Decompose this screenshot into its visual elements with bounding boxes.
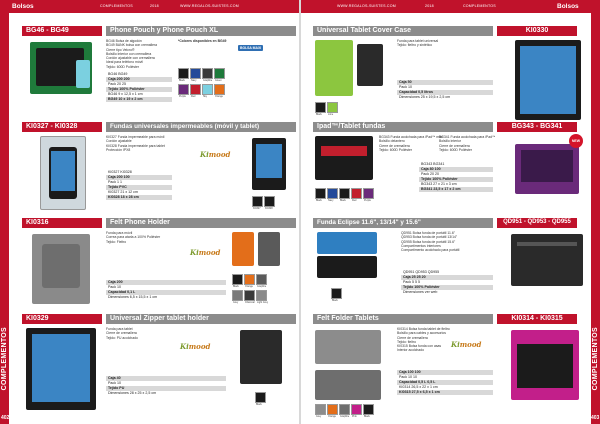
swatch-label: Black (233, 285, 239, 288)
swatch-label: Black (316, 199, 322, 202)
color-swatch (315, 404, 326, 418)
felt-folder-image-2 (315, 370, 381, 400)
swatch-label: Black (256, 403, 262, 406)
desc-line: Ideal para teléfono móvil (106, 60, 143, 65)
desc-line: BG46 Bolsa de algodón (106, 39, 142, 43)
product-description (106, 135, 165, 152)
product-description (106, 231, 160, 244)
color-swatches-row2 (178, 84, 225, 98)
color-swatch (255, 392, 266, 406)
swatch-label: Red (191, 95, 196, 98)
spec-pack: Pack 10 (108, 285, 121, 289)
tablet-pouch-image (252, 138, 286, 190)
spec-dim: BG341 23,5 x 17 x 2 cm (419, 187, 493, 192)
product-image (32, 234, 90, 304)
swatch-label: Black (364, 415, 370, 418)
desc-line: BG343 Funda acolchada para iPad™ mini (379, 135, 443, 139)
spec-dim: BG46 9 x 12,5 x 1 cm (108, 92, 143, 96)
product-specs (401, 270, 493, 295)
desc-line: QD953 Bolsa funda de portátil 13/14" (401, 235, 458, 240)
desc-line: Compartimentos interiores (401, 243, 441, 248)
felt-folder-image (315, 330, 381, 364)
tablet-screen (256, 144, 282, 178)
side-label: COMPLEMENTOS (592, 326, 599, 390)
color-swatch (232, 290, 243, 304)
spec-pack: Pack 10 (108, 381, 121, 385)
color-swatches (178, 68, 225, 82)
phone-shape (49, 147, 77, 199)
product-description (397, 39, 438, 48)
phone-screen (51, 151, 75, 191)
site-url: WWW.REGALOS-SUISTES.COM (337, 4, 396, 8)
product-title: Felt Phone Holder (106, 218, 296, 228)
color-swatch (351, 188, 362, 202)
desc-line: Cierre de cremallera (439, 143, 470, 148)
sleeve-black-image (317, 256, 377, 278)
spec-tejido: Tejido PU (106, 386, 226, 391)
spec-cols: KI0327 KI0328 (108, 170, 132, 174)
spec-dim: KI0327 21 x 12 cm (108, 190, 138, 194)
swatch-label: KI0327 (253, 207, 261, 210)
sleeve-stripe (321, 146, 367, 156)
black-case-image (357, 44, 383, 86)
side-label: COMPLEMENTOS (1, 326, 8, 390)
logo-text-2: mood (188, 342, 211, 351)
product-description (106, 327, 138, 340)
spec-dim: Dimensiones 6,5 x 15,5 x 1 cm (108, 295, 158, 299)
swatch-label: Purple (364, 199, 371, 202)
desc-line: Interior acolchado (397, 348, 424, 353)
swatch-label: Black (179, 79, 185, 82)
product-title: Felt Folder Tablets (313, 314, 493, 324)
product-code: KI0330 (497, 26, 577, 36)
color-swatches (315, 404, 374, 418)
color-swatch (363, 404, 374, 418)
complementos-label: COMPLEMENTOS (100, 4, 133, 8)
desc-line: Bolsillo interior con cremallera (106, 51, 152, 56)
spec-caja: Caja 200 200 (106, 77, 172, 82)
color-swatch (178, 84, 189, 98)
desc-line: Tejido: Fieltro (106, 239, 127, 244)
brand-badge: BOLSA MAXI (240, 46, 262, 50)
logo-text: Ki (180, 342, 189, 351)
tablet-screen (520, 46, 576, 114)
right-page (301, 0, 600, 424)
logo-text: Ki (190, 248, 199, 257)
color-swatch (202, 68, 213, 82)
product-description (397, 327, 450, 353)
swatch-label: Charcoal (245, 301, 255, 304)
product-p3 (0, 218, 299, 312)
color-swatch (327, 102, 338, 116)
desc-line: Cordón ajustable con cremallera (106, 56, 155, 61)
swatch-label: Grey (316, 415, 322, 418)
bag-pocket (521, 150, 573, 182)
left-header-bar (0, 0, 299, 13)
logo-text: Ki (200, 150, 209, 159)
spec-cols: BG46 BG49 (108, 72, 128, 76)
desc-line: Tejido: 600D Poliéster (106, 64, 139, 69)
color-swatch (214, 84, 225, 98)
color-swatch (327, 188, 338, 202)
color-swatch (252, 196, 263, 210)
tablet-holder-image (240, 330, 282, 384)
swatch-label: Orange (328, 415, 336, 418)
spec-caja: Caja 25 25 20 (401, 275, 493, 280)
swatch-label: Black (332, 299, 338, 302)
color-swatches (252, 196, 275, 210)
desc-line: BG341 Funda acolchada para iPad™ (439, 135, 496, 139)
color-swatches (331, 288, 342, 302)
color-swatch (190, 84, 201, 98)
swatch-label: Light Grey (257, 301, 269, 304)
spec-dim: Dimensiones 25 x 19,5 x 2,5 cm (399, 95, 451, 99)
spec-pack: Pack 20 25 (108, 82, 126, 86)
spec-caja: Caja 200 (106, 280, 226, 285)
color-swatch (232, 274, 243, 288)
logo-text-2: mood (459, 340, 482, 349)
desc-line: Protección IPX8 (106, 147, 131, 152)
product-code: KI0314 - KI0315 (497, 314, 577, 324)
product-p4 (0, 314, 299, 422)
color-swatch (327, 404, 338, 418)
product-title: Ipad™/Tablet fundas (313, 122, 493, 132)
color-swatch (363, 188, 374, 202)
product-specs (106, 72, 172, 102)
spec-tejido: Tejido PVC (106, 185, 172, 190)
product-code: KI0327 - KI0328 (22, 122, 102, 132)
spec-pack: Pack 10 10 (399, 375, 417, 379)
product-image (515, 40, 581, 120)
desc-line: KI0327 Funda impermeable para móvil (106, 135, 165, 139)
color-swatch (202, 84, 213, 98)
product-image (30, 42, 92, 94)
spec-dim: BG49 10 x 19 x 2 cm (106, 97, 172, 102)
spec-tejido: Tejido 100% Poliéster (419, 177, 493, 182)
product-specs (419, 162, 493, 192)
desc-line: Bolsillo interior (439, 139, 462, 144)
product-p5 (301, 26, 600, 120)
color-swatch (178, 68, 189, 82)
swatch-label: Black (316, 113, 322, 116)
brand-logo (451, 340, 481, 349)
spec-capacidad: Capacidad 0,5 litros (397, 90, 493, 95)
spec-caja: Caja 100 100 (397, 370, 493, 375)
spec-caja: Caja 50 (397, 80, 493, 85)
spec-cols: QD951 QD953 QD955 (403, 270, 440, 274)
swatch-label: Graphite (203, 79, 213, 82)
spec-capacidad: Capacidad 0,5 L 0,5 L (397, 380, 493, 385)
product-description (106, 39, 157, 69)
desc-line: Cierre de cremallera (397, 335, 428, 340)
swatch-label: Black (340, 199, 346, 202)
color-swatches (315, 188, 374, 202)
product-code: KI0329 (22, 314, 102, 324)
swatch-label: Graphite (257, 285, 267, 288)
tablet-shape (517, 344, 573, 388)
spec-dim: Dimensiones 28 x 25 x 2,5 cm (108, 391, 157, 395)
lime-case-image (315, 40, 353, 96)
desc-line: Tejido: PU acolchado (106, 335, 138, 340)
swatch-label: Sky (203, 95, 207, 98)
logo-text: Ki (451, 340, 460, 349)
product-title: Funda Eclipse 11.6", 13/14" y 15.6" (313, 218, 493, 228)
product-title: Fundas universales impermeables (móvil y tablet) (106, 122, 296, 132)
felt-holder-shape (42, 244, 80, 288)
spec-dim: KI0328 18 x 28 cm (106, 195, 172, 200)
desc-line: KI0314 Bolsa funda tablet de fieltro (397, 327, 450, 331)
pouch-strap (76, 60, 90, 88)
spec-dim: KI0315 27,5 x 6,5 x 1 cm (397, 390, 493, 395)
desc-line: Tejido: 600D Poliéster (379, 147, 412, 152)
desc-line: Cierre de cremallera (106, 331, 137, 336)
brand-logo (200, 150, 230, 159)
left-page (0, 0, 299, 424)
desc-line: Cierre tipo Velcro® (106, 47, 135, 52)
swatch-label: Orange (245, 285, 253, 288)
swatch-label: Pink (352, 415, 357, 418)
desc-line: KI0328 Funda impermeable para tablet (106, 143, 165, 148)
desc-line: Funda para tablet universal (397, 39, 439, 43)
desc-line: Tejido: 600D Poliéster (439, 147, 472, 152)
desc-line: BG49 BANK bolsa con cremallera (106, 43, 158, 48)
spec-pack: Pack 1 1 (108, 180, 122, 184)
color-swatch (256, 274, 267, 288)
sleeve-blue-image (317, 232, 377, 254)
spec-caja: Caja 200 100 (106, 175, 172, 180)
product-p1 (0, 26, 299, 120)
tablet-screen (32, 334, 90, 402)
zipper-line (517, 242, 577, 246)
product-image (40, 136, 86, 210)
tablet-sleeve-image (315, 136, 373, 180)
product-image (26, 328, 96, 410)
swatch-label: KI0328 (265, 207, 273, 210)
page-number: 402 (1, 415, 10, 421)
product-image (511, 330, 579, 400)
color-swatch (315, 188, 326, 202)
color-swatch (256, 290, 269, 304)
spec-cols: BG343 BG341 (421, 162, 445, 166)
spec-pack: Pack 10 (399, 85, 412, 89)
color-swatch (190, 68, 201, 82)
year-label: 2018 (150, 4, 159, 8)
color-swatches (315, 102, 338, 116)
product-p6 (301, 122, 600, 216)
product-specs (106, 376, 226, 396)
desc-line: Tejido: fieltro y sintético (397, 43, 433, 48)
spec-caja: Caja 80 100 (419, 167, 493, 172)
product-code: KI0316 (22, 218, 102, 228)
spec-dim: Dimensiones ver web (403, 290, 438, 294)
desc-line: Tejido: fieltro (397, 339, 417, 344)
section-title: Bolsos (557, 3, 579, 10)
desc-line: QD955 Bolsa funda de portátil 15.6" (401, 239, 456, 244)
right-header-bar (301, 0, 600, 13)
desc-line: Funda para tablet (106, 327, 133, 331)
product-title: Phone Pouch y Phone Pouch XL (106, 26, 296, 36)
desc-line: Funda para móvil (106, 231, 133, 235)
color-swatches (232, 274, 267, 288)
desc-line: Bolsillo delantero (379, 139, 405, 144)
product-specs (397, 80, 493, 100)
product-p7 (301, 218, 600, 312)
swatch-label: Navy (191, 79, 197, 82)
product-p8 (301, 314, 600, 422)
spec-capacidad: Capacidad 0,1 L (106, 290, 226, 295)
swatch-label: Lime (328, 113, 334, 116)
spec-pack: Pack 5 5 5 (403, 280, 420, 284)
product-title: Universal Tablet Cover Case (313, 26, 493, 36)
swatch-label: Orange (215, 95, 223, 98)
swatch-label: Graphite (340, 415, 350, 418)
color-swatches (255, 392, 266, 406)
desc-line: QD951 Bolsa funda de portátil 11.6" (401, 231, 455, 235)
swatch-label: Green (215, 79, 222, 82)
desc-line: Correa para atarla a 100% Poliéster (106, 235, 161, 240)
page-number: 403 (591, 415, 600, 421)
product-code: BG343 - BG341 (497, 122, 577, 132)
product-code: QD951 - QD953 - QD955 (497, 218, 577, 228)
desc-line: Cierre de cremallera (379, 143, 410, 148)
complementos-label: COMPLEMENTOS (463, 4, 496, 8)
swatch-label: Navy (328, 199, 334, 202)
product-p2 (0, 122, 299, 216)
color-swatch (331, 288, 342, 302)
desc-line: Cordón ajustable (106, 139, 132, 144)
year-label: 2018 (425, 4, 434, 8)
product-code: BG46 - BG49 (22, 26, 102, 36)
spec-dim: KI0314 26,5 x 22 x 1 cm (399, 385, 438, 389)
color-swatch (214, 68, 225, 82)
brand-logo (190, 248, 220, 257)
product-specs (106, 280, 226, 300)
spec-caja: Caja 40 (106, 376, 226, 381)
swatch-label: Grey (233, 301, 239, 304)
desc-line: KI0315 Bolsa funda con asas (397, 344, 442, 349)
holder-orange-image (232, 232, 254, 266)
colors-note: *Colores disponibles en BG49 (178, 39, 227, 43)
holder-grey-image (258, 232, 280, 266)
logo-text-2: mood (208, 150, 231, 159)
product-description (401, 231, 459, 252)
site-url: WWW.REGALOS-SUISTES.COM (180, 4, 239, 8)
color-swatch (244, 274, 255, 288)
brand-logo (180, 342, 210, 351)
swatch-label: Red (352, 199, 357, 202)
new-badge: NEW (569, 134, 583, 148)
color-swatches-row2 (232, 290, 269, 304)
product-title: Universal Zipper tablet holder (106, 314, 296, 324)
swatch-label: Purple (179, 95, 186, 98)
color-swatch (339, 188, 350, 202)
desc-line: Compartimento acolchado para portátil (401, 248, 460, 253)
product-image (511, 234, 583, 286)
color-swatch (339, 404, 350, 418)
section-title: Bolsos (12, 3, 34, 10)
logo-text-2: mood (198, 248, 221, 257)
product-specs (106, 170, 172, 200)
color-swatch (264, 196, 275, 210)
product-specs (397, 370, 493, 395)
product-image (515, 144, 579, 194)
spec-tejido: Tejido 100% Poliéster (401, 285, 493, 290)
product-description-2 (439, 135, 495, 152)
product-description (379, 135, 443, 152)
color-swatch (351, 404, 362, 418)
spec-pack: Pack 20 20 (421, 172, 439, 176)
desc-line: Bolsillo para cables y accesorios (397, 331, 446, 336)
color-swatch (315, 102, 326, 116)
color-swatch (244, 290, 255, 304)
spec-tejido: Tejido 100% Poliéster (106, 87, 172, 92)
spec-dim: BG343 27 x 21 x 3 cm (421, 182, 457, 186)
